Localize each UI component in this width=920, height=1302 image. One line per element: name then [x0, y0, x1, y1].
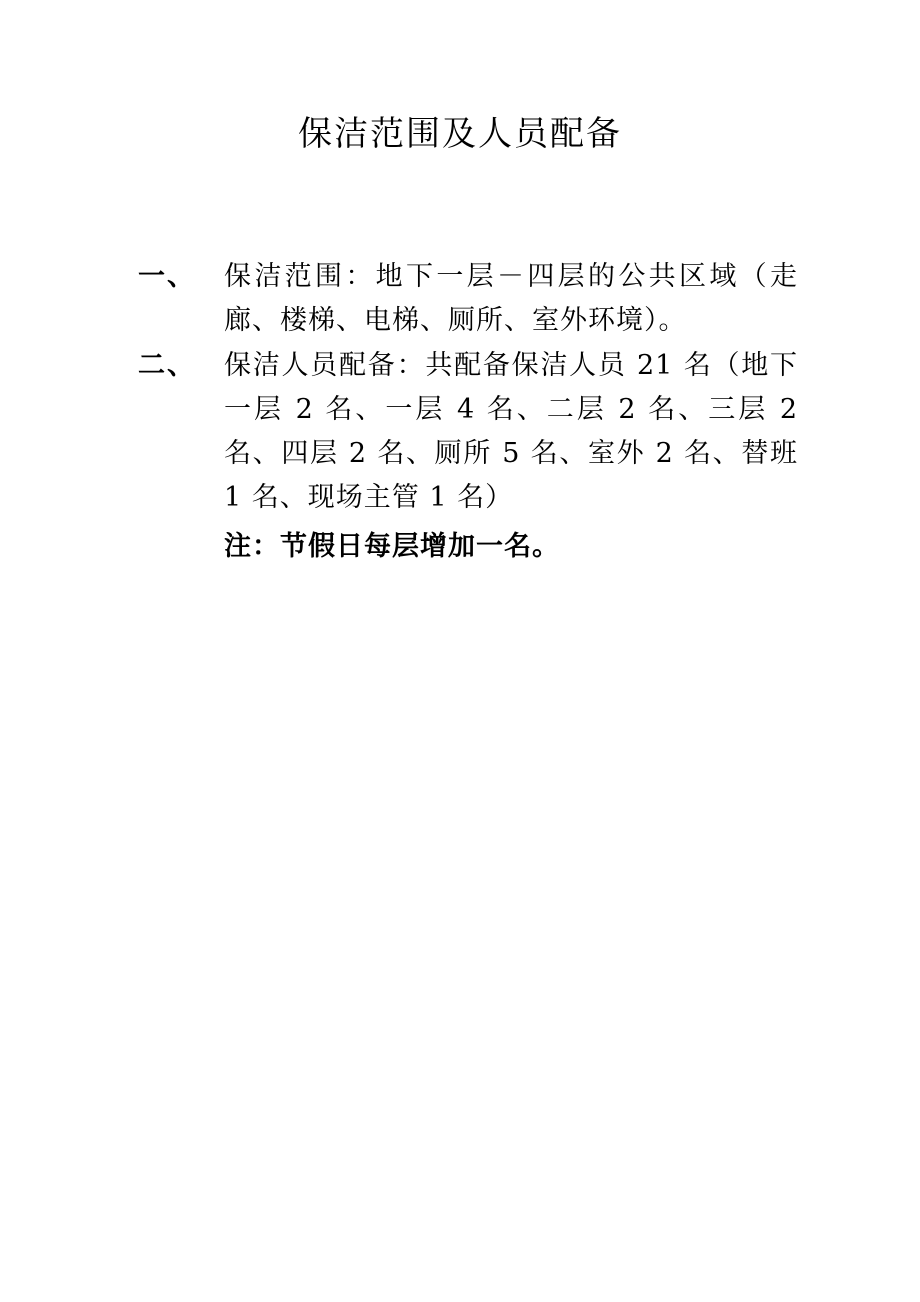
list-item-marker: 二、 — [138, 350, 196, 382]
list-item-text: 保洁范围：地下一层－四层的公共区域（走廊、楼梯、电梯、厕所、室外环境）。 — [224, 261, 798, 336]
document-body — [138, 255, 798, 569]
page-title: 保洁范围及人员配备 — [298, 114, 622, 154]
list-item-marker: 一、 — [138, 261, 196, 292]
list-item-text: 保洁人员配备：共配备保洁人员 21 名（地下一层 2 名、一层 4 名、二层 2 名、三层 2 名、四层 2 名、厕所 5 名、室外 2 名、替班 1 名、现场主管 1 名） — [224, 350, 798, 513]
note-text: 注：节假日每层增加一名。 — [224, 531, 560, 563]
list-item — [138, 255, 798, 342]
list-item — [138, 344, 798, 519]
